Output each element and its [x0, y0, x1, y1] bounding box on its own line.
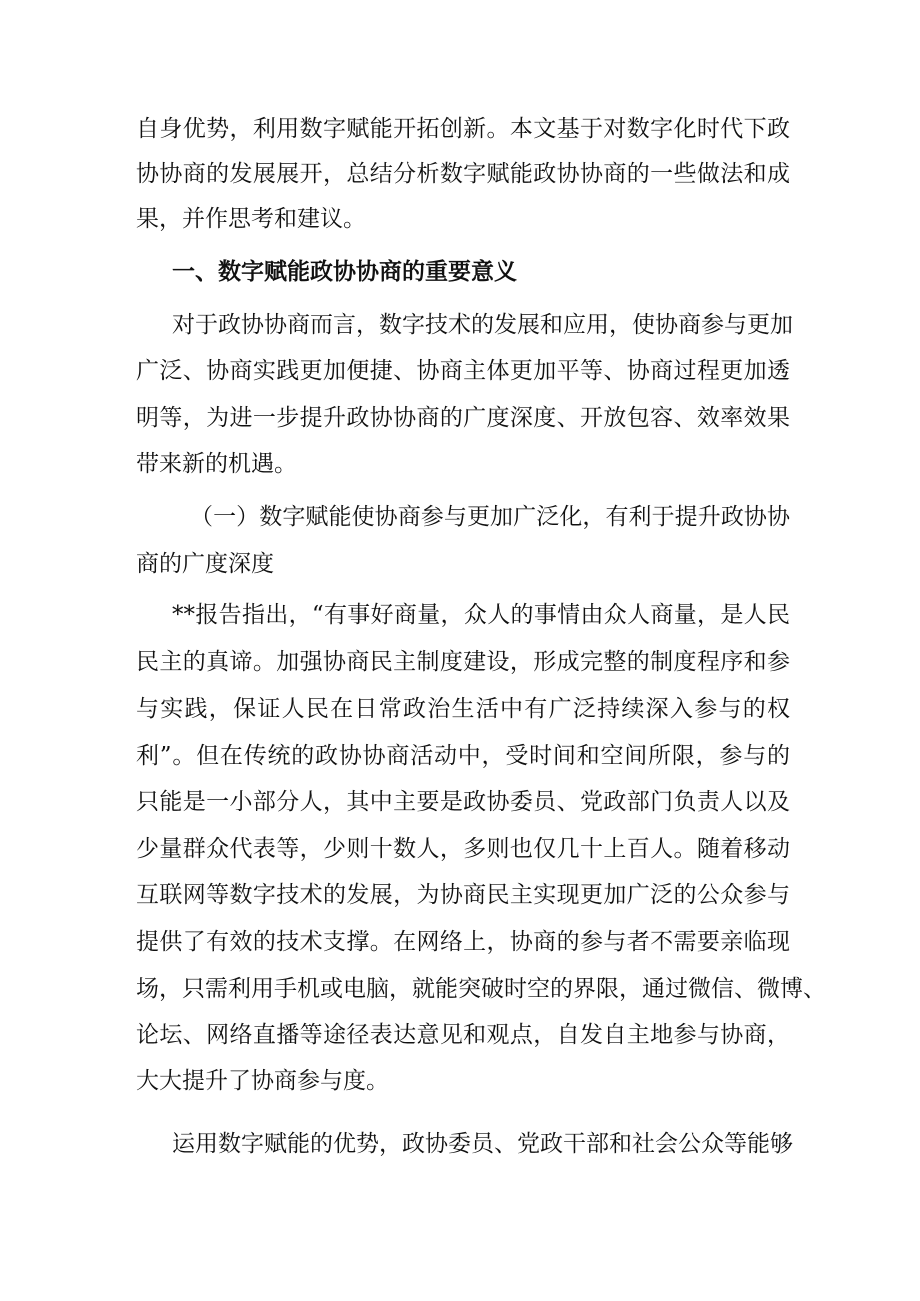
paragraph-3-line-7: 互联网等数字技术的发展，为协商民主实现更加广泛的公众参与 — [136, 882, 790, 908]
subheading-1-line-1: （一）数字赋能使协商参与更加广泛化，有利于提升政协协 — [190, 504, 790, 530]
paragraph-3-line-3: 与实践，保证人民在日常政治生活中有广泛持续深入参与的权 — [136, 696, 790, 722]
paragraph-3-line-1: **报告指出，“有事好商量，众人的事情由众人商量，是人民 — [172, 602, 790, 628]
paragraph-3-line-6: 少量群众代表等，少则十数人，多则也仅几十上百人。随着移动 — [136, 836, 790, 862]
subheading-1-line-2: 商的广度深度 — [136, 551, 274, 577]
paragraph-2-line-3: 明等，为进一步提升政协协商的广度深度、开放包容、效率效果 — [136, 405, 790, 431]
paragraph-3-line-4: 利”。但在传统的政协协商活动中，受时间和空间所限，参与的 — [136, 743, 790, 769]
paragraph-3-line-11: 大大提升了协商参与度。 — [136, 1068, 389, 1094]
paragraph-1-line-2: 协协商的发展展开，总结分析数字赋能政协协商的一些做法和成 — [136, 161, 790, 187]
section-heading-1: 一、数字赋能政协协商的重要意义 — [172, 259, 517, 285]
paragraph-3-line-9: 场，只需利用手机或电脑，就能突破时空的界限，通过微信、微博、 — [136, 976, 826, 1002]
paragraph-1-line-1: 自身优势，利用数字赋能开拓创新。本文基于对数字化时代下政 — [136, 116, 790, 142]
paragraph-3-line-10: 论坛、网络直播等途径表达意见和观点，自发自主地参与协商， — [136, 1022, 790, 1048]
paragraph-4-line-1: 运用数字赋能的优势，政协委员、党政干部和社会公众等能够 — [172, 1131, 793, 1157]
paragraph-2-line-1: 对于政协协商而言，数字技术的发展和应用，使协商参与更加 — [172, 312, 793, 338]
paragraph-1-line-3: 果，并作思考和建议。 — [136, 206, 366, 232]
paragraph-3-line-5: 只能是一小部分人，其中主要是政协委员、党政部门负责人以及 — [136, 789, 790, 815]
paragraph-3-line-2: 民主的真谛。加强协商民主制度建设，形成完整的制度程序和参 — [136, 649, 790, 675]
paragraph-3-line-8: 提供了有效的技术支撑。在网络上，协商的参与者不需要亲临现 — [136, 929, 790, 955]
paragraph-2-line-2: 广泛、协商实践更加便捷、协商主体更加平等、协商过程更加透 — [136, 358, 790, 384]
paragraph-2-line-4: 带来新的机遇。 — [136, 451, 297, 477]
